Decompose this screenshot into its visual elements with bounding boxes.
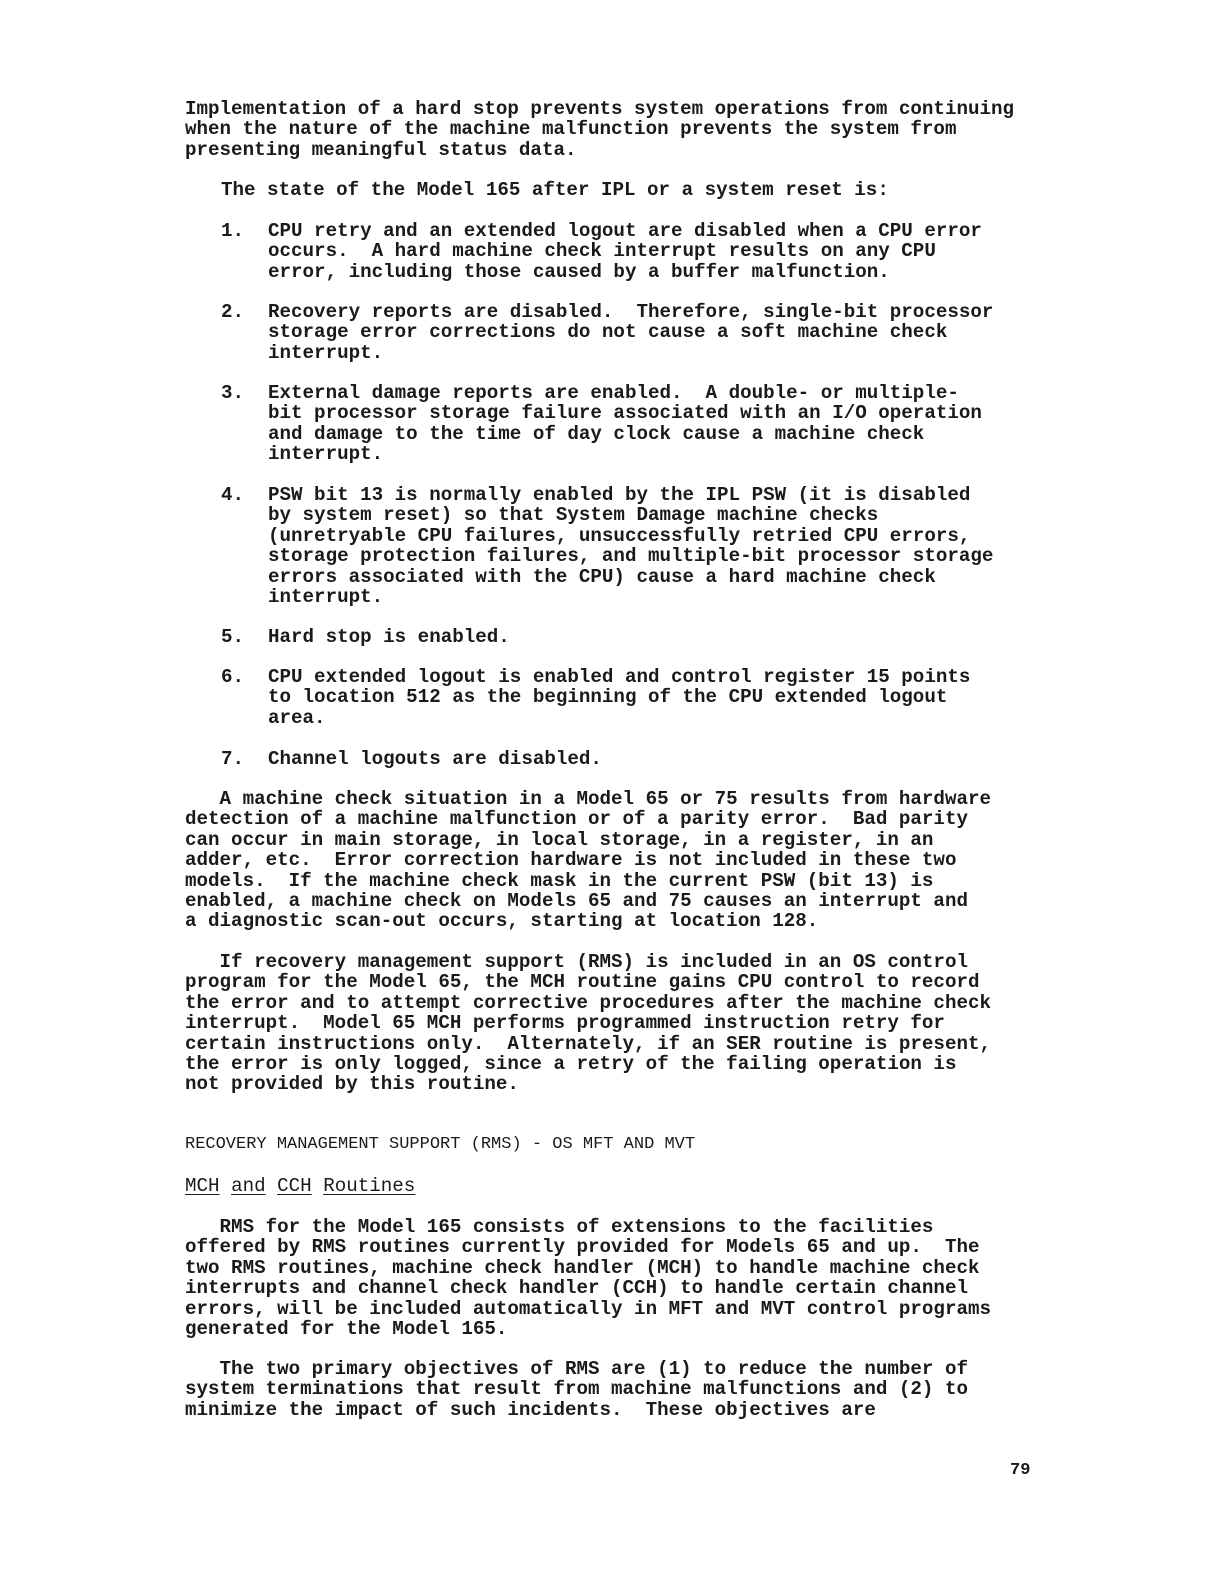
page-number: 79 [1010,1461,1031,1480]
machine-check-paragraph: A machine check situation in a Model 65 or 75 results from hardware detection of a machine malfunction or of a parity error. Bad parity can occur in main storage, in local storage, in a register, in an adder, etc. Error correction hardware is not included in these two models. If the machine check mask in the current PSW (bit 13) is enabled, a machine check on Models 65 and 75 causes an interrupt and a diagnostic scan-out occurs, starting at location 128. [185,788,992,933]
section-heading: RECOVERY MANAGEMENT SUPPORT (RMS) - OS MFT AND MVT [185,1135,696,1154]
list-item-text: CPU extended logout is enabled and control register 15 points to location 512 as the beginning of the CPU extended logout area. [268,666,971,729]
list-item-text: CPU retry and an extended logout are disabled when a CPU error occurs. A hard machine check interrupt results on any CPU error, including those caused by a buffer malfunction. [268,220,982,283]
list-item-number: 3. [221,382,245,404]
list-item-number: 5. [221,626,245,648]
list-item-number: 1. [221,220,245,242]
list-item-number: 4. [221,484,245,506]
subheading-word: and [231,1175,266,1197]
subheading-word: CCH [277,1175,312,1197]
list-item-text: Channel logouts are disabled. [268,748,602,770]
list-item-text: Hard stop is enabled. [268,626,510,648]
list-item-number: 7. [221,748,245,770]
subheading-word: Routines [323,1175,416,1197]
subheading [185,1176,415,1196]
list-item-number: 6. [221,666,245,688]
list-item-number: 2. [221,301,245,323]
list-item-text: Recovery reports are disabled. Therefore, single-bit processor storage error corrections do not cause a soft machine check interrupt. [268,301,994,364]
rms-paragraph: If recovery management support (RMS) is included in an OS control program for the Model 65, the MCH routine gains CPU control to record the error and to attempt corrective procedures after the machine check interrupt. Model 65 MCH performs programmed instruction retry for certain instructions only. Alternately, if an SER routine is present, the error is only logged, since a retry of the failing operation is not provided by this routine. [185,951,992,1096]
list-item-text: External damage reports are enabled. A double- or multiple- bit processor storage failure associated with an I/O operation and damage to the time of day clock cause a machine check interrupt. [268,382,982,466]
intro-paragraph: Implementation of a hard stop prevents system operations from continuing when the nature of the machine malfunction prevents the system from presenting meaningful status data. [185,98,1015,161]
objectives-paragraph: The two primary objectives of RMS are (1) to reduce the number of system terminations that result from machine malfunctions and (2) to minimize the impact of such incidents. These objectives are [185,1358,968,1421]
state-intro: The state of the Model 165 after IPL or a system reset is: [221,179,889,201]
rms-165-paragraph: RMS for the Model 165 consists of extensions to the facilities offered by RMS routines currently provided for Models 65 and up. The two RMS routines, machine check handler (MCH) to handle machine check interrupts and channel check handler (CCH) to handle certain channel errors, will be included automatically in MFT and MVT control programs generated for the Model 165. [185,1216,992,1341]
list-item-text: PSW bit 13 is normally enabled by the IPL PSW (it is disabled by system reset) so that System Damage machine checks (unretryable CPU failures, unsuccessfully retried CPU errors, storage protection failures, and multiple-bit processor storage errors associated with the CPU) cause a hard machine check interrupt. [268,484,994,609]
subheading-word: MCH [185,1175,220,1197]
